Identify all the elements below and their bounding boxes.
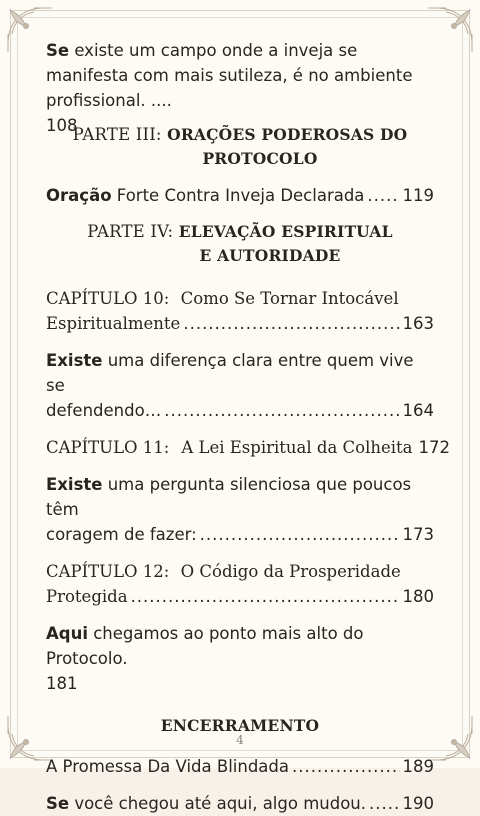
entry-lead: Se [46,41,70,60]
toc-entry[interactable] [46,754,434,779]
toc-chapter[interactable] [46,559,434,609]
toc-entry[interactable] [46,183,434,208]
entry-page: 181 [46,674,78,693]
part-heading [46,123,434,173]
part-heading [46,220,434,270]
toc-chapter[interactable] [46,435,451,460]
entry-lead: Aqui [46,624,88,643]
entry-text-line2: defendendo… [46,401,162,420]
dot-leader [369,791,399,816]
entry-page: 189 [402,757,434,776]
chapter-title-line2: Protegida [46,587,128,606]
dot-leader [183,311,399,336]
part-title: ELEVAÇÃO ESPIRITUAL [178,222,393,241]
dot-leader [131,584,400,609]
entry-page: 163 [402,314,434,333]
entry-lead: Se [46,794,70,813]
entry-text: uma pergunta silenciosa que poucos têm [46,475,412,519]
toc-entry[interactable] [46,621,434,696]
chapter-title: Como Se Tornar Intocável [180,289,399,308]
chapter-label: CAPÍTULO 12: [46,562,170,581]
dot-leader [292,754,400,779]
chapter-title-line2: Espiritualmente [46,314,181,333]
entry-page: 119 [402,186,434,205]
table-of-contents [46,38,451,816]
entry-text: uma diferença clara entre quem vive se [46,351,414,395]
entry-lead: Oração [46,186,112,205]
page-number: 4 [236,733,244,747]
entry-page: 173 [402,525,434,544]
entry-text: chegamos ao ponto mais alto do Protocolo. [46,624,364,668]
toc-entry[interactable] [46,348,434,423]
part-title-line2: PROTOCOLO [202,149,318,168]
entry-page: 172 [418,438,451,457]
entry-page: 108 [46,116,78,135]
entry-text-line2: coragem de fazer: [46,525,197,544]
toc-chapter[interactable] [46,286,434,336]
closing-title: ENCERRAMENTO [160,716,320,735]
entry-lead: Existe [46,351,103,370]
dot-leader [200,522,400,547]
chapter-label: CAPÍTULO 11: [46,438,170,457]
part-label: PARTE III: [72,125,162,144]
entry-text: você chegou até aqui, algo mudou. [69,794,367,813]
entry-lead: Existe [46,475,103,494]
dot-leader [367,183,399,208]
entry-page: 164 [402,401,434,420]
entry-page: 180 [402,587,434,606]
dot-leader [164,398,399,423]
entry-page: 190 [402,794,434,813]
entry-text: existe um campo onde a inveja se manifesta com mais sutileza, é no ambiente profissional. .... [46,41,413,110]
toc-entry[interactable] [46,791,434,816]
part-label: PARTE IV: [87,222,174,241]
toc-entry[interactable] [46,472,434,547]
part-title: ORAÇÕES PODEROSAS DO [167,125,408,144]
chapter-title: O Código da Prosperidade [180,562,401,581]
entry-text: Forte Contra Inveja Declarada [111,186,365,205]
entry-text: A Promessa Da Vida Blindada [46,757,289,776]
chapter-label: CAPÍTULO 10: [46,289,170,308]
part-title-line2: E AUTORIDADE [199,246,341,265]
chapter-title: A Lei Espiritual da Colheita [181,438,413,457]
